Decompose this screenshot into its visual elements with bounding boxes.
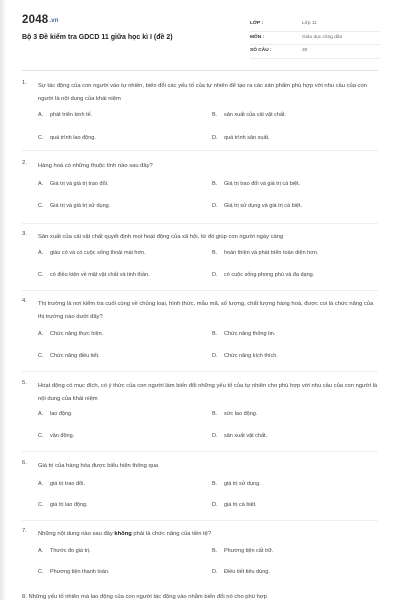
option-letter: C. [38, 272, 44, 278]
option-letter: A. [38, 331, 44, 337]
question-divider [22, 371, 378, 372]
option-d[interactable] [212, 272, 314, 278]
option-c[interactable] [38, 502, 88, 508]
option-text: giá trị sử dụng. [224, 481, 261, 487]
option-d[interactable] [212, 569, 270, 575]
question-number: 6. [22, 460, 27, 466]
option-b[interactable] [212, 250, 318, 256]
option-c[interactable] [38, 203, 110, 209]
option-letter: C. [38, 203, 44, 209]
option-letter: D. [212, 502, 218, 508]
question-7 [22, 528, 378, 588]
option-letter: C. [38, 353, 44, 359]
option-text: có cuộc sống phong phú và đa dạng. [224, 272, 315, 278]
option-letter: D. [212, 433, 218, 439]
option-text: Chức năng kích thích. [224, 353, 278, 359]
question-text: Thị trường là nơi kiểm tra cuối cùng về chủng loại, hình thức, mẫu mã, số lượng, chất lượng hàng hoá, được coi là chức năng của thị trường nào dưới đây? [38, 301, 374, 320]
header-divider [22, 70, 378, 71]
option-text: quá trình lao động. [50, 135, 96, 141]
option-letter: C. [38, 569, 44, 575]
logo-suffix: .vn [49, 18, 59, 24]
option-c[interactable] [38, 433, 74, 439]
option-b[interactable] [212, 112, 286, 118]
option-text: giá trị lao động. [50, 502, 88, 508]
option-text: Giá trị và giá trị sử dụng. [50, 203, 111, 209]
option-a[interactable] [38, 250, 146, 256]
option-text: sản xuất vật chất. [224, 433, 268, 439]
option-letter: C. [38, 433, 44, 439]
question-3 [22, 231, 378, 293]
question-number: 2. [22, 160, 27, 166]
option-text: sản xuất của cải vật chất. [224, 112, 287, 118]
question-number: 5. [22, 380, 27, 386]
option-a[interactable] [38, 548, 91, 554]
option-letter: C. [38, 135, 44, 141]
option-letter: B. [212, 548, 218, 554]
option-a[interactable] [38, 181, 108, 187]
option-text: Phương tiện thanh toán. [50, 569, 110, 575]
option-d[interactable] [212, 135, 270, 141]
option-letter: A. [38, 112, 44, 118]
question-2 [22, 160, 378, 225]
question-text: Hoạt động có mục đích, có ý thức của con người làm biến đổi những yếu tố của tự nhiên cho phù hợp với nhu cầu của con người là nội dung của khái niệm [38, 383, 378, 402]
option-c[interactable] [38, 272, 150, 278]
option-letter: D. [212, 353, 218, 359]
meta-value: Giáo dục công dân [302, 34, 343, 40]
option-b[interactable] [212, 481, 261, 487]
option-c[interactable] [38, 353, 100, 359]
question-divider [22, 451, 378, 452]
question-text: Giá trị của hàng hóa được biểu hiện thông qua [38, 463, 159, 469]
option-letter: B. [212, 250, 218, 256]
question-number: 3. [22, 231, 27, 237]
option-a[interactable] [38, 411, 73, 417]
question-text: Sản xuất của cải vật chất quyết định mọi hoạt động của xã hội, từ đó giúp con người ngày càng [38, 234, 284, 240]
option-b[interactable] [212, 548, 274, 554]
option-text: Giá trị và giá trị trao đổi. [50, 181, 109, 187]
option-letter: A. [38, 250, 44, 256]
question-text-part: Những nội dung nào sau đây [38, 531, 115, 537]
option-letter: B. [212, 331, 218, 337]
option-a[interactable] [38, 112, 92, 118]
meta-key: SỐ CÂU : [250, 48, 272, 53]
question-number: 1. [22, 80, 27, 86]
option-b[interactable] [212, 411, 257, 417]
question-emphasis: không [114, 531, 132, 537]
option-text: Giá trị sử dụng và giá trị cá biệt. [224, 203, 302, 209]
option-text: Chức năng điều tiết. [50, 353, 100, 359]
option-letter: B. [212, 181, 218, 187]
option-letter: B. [212, 411, 218, 417]
option-text: Điều tiết tiêu dùng. [224, 569, 270, 575]
option-text: hoàn thiện và phát triển toàn diện hơn. [224, 250, 319, 256]
option-text: Chức năng thực hiện. [50, 331, 104, 337]
site-logo[interactable] [22, 14, 58, 26]
meta-row-class [250, 18, 380, 32]
option-a[interactable] [38, 331, 103, 337]
option-letter: C. [38, 502, 44, 508]
option-letter: D. [212, 272, 218, 278]
option-text: quá trình sản xuất. [224, 135, 270, 141]
meta-key: MÔN : [250, 34, 265, 40]
document-title: Bộ 3 Đề kiểm tra GDCD 11 giữa học kì I (đề 2) [22, 34, 173, 41]
option-d[interactable] [212, 433, 267, 439]
option-text: giá trị cá biệt. [224, 502, 257, 508]
option-text: Phương tiện cất trữ. [224, 548, 274, 554]
question-4 [22, 298, 378, 373]
question-text [38, 528, 378, 541]
meta-table [250, 18, 380, 59]
option-c[interactable] [38, 569, 110, 575]
question-divider [22, 290, 378, 291]
question-6 [22, 460, 378, 522]
option-text: giàu có và có cuộc sống thoải mái hơn. [50, 250, 146, 256]
option-letter: B. [212, 481, 218, 487]
document-header [22, 12, 378, 62]
option-text: phát triển kinh tế. [50, 112, 93, 118]
question-divider [22, 520, 378, 521]
option-text: sức lao động. [224, 411, 258, 417]
option-letter: B. [212, 112, 218, 118]
page-edge [0, 0, 6, 600]
meta-key: LỚP : [250, 21, 264, 26]
option-letter: D. [212, 569, 218, 575]
question-text: Sự tác động của con người vào tự nhiên, biến đổi các yếu tố của tự nhiên để tạo ra các sản phẩm phù hợp với nhu cầu của con người là nội dung của khái niệm [38, 83, 367, 102]
option-text: Giá trị trao đổi và giá trị cá biệt. [224, 181, 301, 187]
option-letter: A. [38, 411, 44, 417]
option-text: lao động. [50, 411, 73, 417]
question-1 [22, 80, 378, 150]
option-letter: D. [212, 203, 218, 209]
partial-question-8: 8. Những yếu tố nhiên mà lao động của con người tác động vào nhằm biến đổi nó cho phù hợp [22, 594, 267, 600]
question-number: 4. [22, 298, 27, 304]
option-letter: D. [212, 135, 218, 141]
option-d[interactable] [212, 203, 302, 209]
logo-text: 2048 [22, 14, 49, 26]
option-text: vận động. [50, 433, 75, 439]
option-text: có điều kiện về mặt vật chất và tinh thần. [50, 272, 150, 278]
meta-value: Lớp 11 [302, 21, 317, 26]
question-divider [22, 150, 378, 151]
option-c[interactable] [38, 135, 96, 141]
option-text: giá trị trao đổi. [50, 481, 85, 487]
option-b[interactable] [212, 181, 300, 187]
question-number: 7. [22, 528, 27, 534]
question-5 [22, 380, 378, 452]
meta-row-count [250, 45, 380, 59]
option-text: Chức năng thông tin. [224, 331, 276, 337]
meta-value: 30 [302, 48, 308, 53]
option-b[interactable] [212, 331, 275, 337]
option-d[interactable] [212, 353, 278, 359]
question-text: Hàng hoá có những thuộc tính nào sau đây? [38, 163, 153, 169]
question-divider [22, 223, 378, 224]
option-letter: A. [38, 181, 44, 187]
question-text-part: phải là chức năng của tiền tệ? [131, 531, 212, 537]
option-a[interactable] [38, 481, 85, 487]
meta-row-subject [250, 32, 380, 46]
option-d[interactable] [212, 502, 257, 508]
option-text: Thước đo giá trị. [50, 548, 91, 554]
option-letter: A. [38, 481, 44, 487]
option-letter: A. [38, 548, 44, 554]
